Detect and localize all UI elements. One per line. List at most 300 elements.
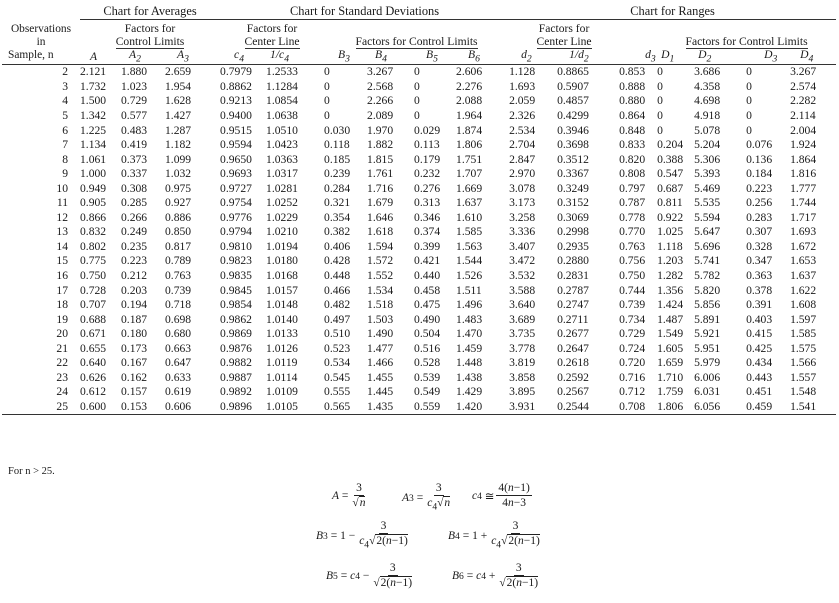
sample-size-cell: 12 [56, 210, 68, 224]
factor-cell: 1.420 [456, 400, 509, 415]
factor-cell: 0 [414, 94, 420, 108]
factor-cell: 4.358 [694, 79, 721, 93]
table-row [2, 254, 836, 269]
factor-cell: 3.778 [509, 341, 536, 355]
factor-cell: 1.287 [165, 123, 192, 137]
factor-cell: 0.647 [165, 356, 192, 370]
factor-cell: 5.469 [694, 181, 721, 195]
factor-cell: 1.0638 [266, 108, 298, 122]
factor-cell: 0.3946 [557, 123, 589, 137]
factor-cell: 0.739 [165, 283, 192, 297]
factor-cell: 1.653 [790, 254, 817, 268]
factor-cell: 0.9835 [220, 268, 252, 282]
factor-cell: 5.741 [694, 254, 721, 268]
factor-cell: 0.9882 [220, 356, 252, 370]
factor-cell: 1.511 [456, 283, 482, 297]
factor-cell: 1.0157 [266, 283, 298, 297]
col-1-over-c4: $1/c_4$ [266, 48, 324, 65]
factor-cell: 5.782 [694, 268, 721, 282]
sample-size-cell: 11 [56, 196, 68, 210]
factor-cell: 1.0854 [266, 94, 298, 108]
factor-cell: 1.717 [790, 210, 817, 224]
factor-cell: 0.680 [165, 327, 192, 341]
sample-size-cell: 15 [56, 254, 68, 268]
factor-cell: 0.2935 [557, 239, 589, 253]
factor-cell: 0.808 [619, 167, 646, 181]
factor-cell: 1.487 [657, 312, 684, 326]
factor-cell: 5.393 [694, 167, 721, 181]
factor-cell: 0.347 [746, 254, 773, 268]
factor-cell: 0.223 [121, 254, 148, 268]
factor-cell: 0.9213 [220, 94, 252, 108]
factor-cell: 0.076 [746, 138, 773, 152]
factor-cell: 1.025 [657, 225, 684, 239]
factor-cell: 1.628 [165, 94, 192, 108]
std-center-line-header: Factors for Center Line [244, 22, 300, 48]
table-row [2, 153, 836, 168]
formula-B3: B 3 = 1 − $\frac{3}{c_4√2(n-1)}$ [316, 520, 408, 551]
factor-cell: 0.185 [324, 152, 351, 166]
factor-cell: 2.089 [367, 108, 394, 122]
factor-cell: 2.004 [790, 123, 817, 137]
factor-cell: 0.3512 [557, 152, 589, 166]
factor-cell: 0.180 [121, 327, 148, 341]
factor-cell: 1.496 [456, 298, 483, 312]
sample-size-cell: 14 [56, 239, 68, 253]
factor-cell: 3.258 [509, 210, 536, 224]
table-row [2, 94, 836, 109]
factor-cell: 0.2711 [557, 312, 589, 326]
factor-cell: 0.744 [619, 283, 646, 297]
col-A2: $A_2$ [121, 48, 165, 65]
factor-cell: 0 [657, 79, 663, 93]
table-row [2, 65, 836, 80]
factor-cell: 6.006 [694, 370, 721, 384]
factor-cell: 0.728 [80, 283, 107, 297]
factor-cell: 0.4857 [557, 94, 589, 108]
factor-cell: 0.833 [619, 138, 646, 152]
factor-cell: 2.970 [509, 167, 536, 181]
factor-cell: 1.0363 [266, 152, 298, 166]
factor-cell: 0.328 [746, 239, 773, 253]
formula-A: A = $\frac{3}{√n}$ [332, 482, 366, 509]
factor-cell: 1.0180 [266, 254, 298, 268]
factor-cell: 0.606 [165, 400, 220, 415]
factor-cell: 1.526 [456, 268, 483, 282]
factor-cell: 1.815 [367, 152, 394, 166]
factor-cell: 1.448 [456, 356, 483, 370]
factor-cell: 6.056 [694, 400, 746, 415]
factor-cell: 1.759 [657, 385, 684, 399]
factor-cell: 1.679 [367, 196, 394, 210]
factor-cell: 1.477 [367, 341, 394, 355]
factor-cell: 0.698 [165, 312, 192, 326]
factor-cell: 0.2831 [557, 268, 589, 282]
factor-cell: 0.173 [121, 341, 148, 355]
factor-cell: 0.235 [121, 239, 148, 253]
factor-cell: 1.2533 [266, 65, 298, 79]
factor-cell: 1.282 [657, 268, 684, 282]
factor-cell: 0.9876 [220, 341, 252, 355]
factor-cell: 1.541 [790, 400, 836, 415]
factor-cell: 0.212 [121, 268, 148, 282]
factor-cell: 0.162 [121, 370, 148, 384]
sample-size-cell: 9 [62, 167, 68, 181]
factor-cell: 3.931 [509, 400, 557, 415]
factor-cell: 0 [746, 79, 752, 93]
group-header-row [2, 4, 836, 20]
factor-cell: 1.438 [456, 370, 483, 384]
factor-cell: 0.354 [324, 210, 351, 224]
factor-cell: 0.778 [619, 210, 646, 224]
col-d2: $d_2$ [509, 48, 557, 65]
factor-cell: 1.342 [80, 108, 107, 122]
factor-cell: 1.605 [657, 341, 684, 355]
factor-cell: 0.565 [324, 400, 367, 415]
factors-table [2, 4, 836, 415]
factor-cell: 0.9887 [220, 370, 252, 384]
factor-cell: 0.475 [414, 298, 441, 312]
factor-cell: 0.523 [324, 341, 351, 355]
factor-cell: 0.9862 [220, 312, 252, 326]
factor-cell: 1.669 [456, 181, 483, 195]
factor-cell: 0 [657, 94, 663, 108]
table-row [2, 371, 836, 386]
factor-cell: 0.9810 [220, 239, 252, 253]
factor-cell: 0.403 [746, 312, 773, 326]
factor-cell: 0.9400 [220, 108, 252, 122]
sample-size-cell: 16 [56, 268, 68, 282]
formula-B6: B 6 = c 4 + $\frac{3}{√2(n-1)}$ [452, 562, 539, 589]
factor-cell: 0.3698 [557, 138, 589, 152]
factor-cell: 1.552 [367, 268, 394, 282]
factor-cell: 0.9754 [220, 196, 252, 210]
factor-cell: 0.9650 [220, 152, 252, 166]
table-row [2, 284, 836, 299]
factor-cell: 3.588 [509, 283, 536, 297]
factor-cell: 0 [414, 108, 420, 122]
factor-cell: 0.382 [324, 225, 351, 239]
factor-cell: 1.000 [80, 167, 107, 181]
sample-size-cell: 22 [56, 356, 68, 370]
factor-cell: 0.9892 [220, 385, 252, 399]
factor-cell: 0.9869 [220, 327, 252, 341]
factor-cell: 1.518 [367, 298, 394, 312]
factor-cell: 0.734 [619, 312, 646, 326]
factor-cell: 0 [657, 108, 663, 122]
factor-cell: 1.0114 [266, 370, 298, 384]
table-row [2, 356, 836, 371]
factor-cell: 0.707 [80, 298, 107, 312]
factor-cell: 0.184 [746, 167, 773, 181]
factor-cell: 0.547 [657, 167, 684, 181]
table-row [2, 124, 836, 139]
factor-cell: 5.647 [694, 225, 721, 239]
factor-cell: 1.429 [456, 385, 483, 399]
table-row [2, 138, 836, 153]
col-D4: $D_4$ [790, 48, 836, 65]
factor-cell: 0.640 [80, 356, 107, 370]
factor-cell: 0.458 [414, 283, 441, 297]
factor-cell: 2.282 [790, 94, 817, 108]
factor-cell: 0.612 [80, 385, 107, 399]
table-row [2, 298, 836, 313]
factor-cell: 1.0133 [266, 327, 298, 341]
std-devs-group-header: Chart for Standard Deviations [220, 4, 509, 20]
factor-cell: 0.459 [746, 400, 790, 415]
factor-cell: 0.539 [414, 370, 441, 384]
factor-cell: 3.819 [509, 356, 536, 370]
factor-cell: 5.594 [694, 210, 721, 224]
factor-cell: 1.646 [367, 210, 394, 224]
factor-cell: 1.0252 [266, 196, 298, 210]
factor-cell: 1.732 [80, 79, 107, 93]
table-row [2, 313, 836, 328]
factor-cell: 0.880 [619, 94, 646, 108]
factor-cell: 0.373 [121, 152, 148, 166]
factor-cell: 1.500 [80, 94, 107, 108]
factor-cell: 0.194 [121, 298, 148, 312]
factor-cell: 2.088 [456, 94, 483, 108]
factor-cell: 0.663 [165, 341, 192, 355]
factor-cell: 0.490 [414, 312, 441, 326]
factor-cell: 0.378 [746, 283, 773, 297]
factor-cell: 0.3367 [557, 167, 589, 181]
factor-cell: 0.975 [165, 181, 192, 195]
factor-cell: 5.078 [694, 123, 721, 137]
factor-cell: 0.466 [324, 283, 351, 297]
formulas-block [300, 480, 600, 602]
factor-cell: 0.179 [414, 152, 441, 166]
factor-cell: 0.688 [80, 312, 107, 326]
factor-cell: 0.888 [619, 79, 646, 93]
factor-cell: 0.756 [619, 254, 646, 268]
factor-cell: 1.672 [790, 239, 817, 253]
factor-cell: 2.059 [509, 94, 536, 108]
col-A: A [80, 48, 121, 65]
factor-cell: 0.167 [121, 356, 148, 370]
factor-cell: 0.308 [121, 181, 148, 195]
factor-cell: 0.671 [80, 327, 107, 341]
factor-cell: 1.0229 [266, 210, 298, 224]
factor-cell: 0 [414, 79, 420, 93]
factor-cell: 0.2647 [557, 341, 589, 355]
factor-cell: 0.549 [414, 385, 441, 399]
factor-cell: 5.891 [694, 312, 721, 326]
factor-cell: 3.407 [509, 239, 536, 253]
factor-cell: 0.9823 [220, 254, 252, 268]
factor-cell: 0.8865 [557, 65, 589, 79]
factor-cell: 1.0119 [266, 356, 298, 370]
factor-cell: 0.223 [746, 181, 773, 195]
factor-cell: 1.0148 [266, 298, 298, 312]
sample-size-cell: 3 [62, 79, 68, 93]
factor-cell: 0.313 [414, 196, 441, 210]
factor-cell: 0.832 [80, 225, 107, 239]
factor-cell: 0.285 [121, 196, 148, 210]
factor-cell: 2.659 [165, 65, 192, 79]
symbol-header-row [2, 48, 836, 65]
factor-cell: 3.686 [694, 65, 721, 79]
factor-cell: 0.729 [619, 327, 646, 341]
factor-cell: 0.770 [619, 225, 646, 239]
factor-cell: 0.720 [619, 356, 646, 370]
factor-cell: 0.346 [414, 210, 441, 224]
sample-size-cell: 20 [56, 327, 68, 341]
factor-cell: 4.698 [694, 94, 721, 108]
sample-size-cell: 10 [56, 181, 68, 195]
factor-cell: 0.419 [121, 138, 148, 152]
factor-cell: 1.572 [367, 254, 394, 268]
table-row [2, 182, 836, 197]
factor-cell: 0.482 [324, 298, 351, 312]
col-1-over-d2: $1/d_2$ [557, 48, 619, 65]
factor-cell: 2.704 [509, 138, 536, 152]
factor-cell: 0.2677 [557, 327, 589, 341]
table-row [2, 211, 836, 226]
factor-cell: 0.483 [121, 123, 148, 137]
factor-cell: 5.535 [694, 196, 721, 210]
table-row [2, 225, 836, 240]
sample-size-cell: 18 [56, 298, 68, 312]
factor-cell: 0.763 [619, 239, 646, 253]
col-D1: $D_1$ [657, 48, 694, 65]
table-row [2, 327, 836, 342]
factor-cell: 1.445 [367, 385, 394, 399]
factor-cell: 5.921 [694, 327, 721, 341]
factor-cell: 0 [414, 65, 420, 79]
factor-cell: 1.751 [456, 152, 483, 166]
factor-cell: 0.157 [121, 385, 148, 399]
factor-cell: 1.182 [165, 138, 192, 152]
factor-cell: 1.0423 [266, 138, 298, 152]
factor-cell: 0.545 [324, 370, 351, 384]
table-row [2, 240, 836, 255]
factor-cell: 1.0510 [266, 123, 298, 137]
factor-cell: 0.739 [619, 298, 646, 312]
factor-cell: 0 [324, 79, 330, 93]
factor-cell: 0.817 [165, 239, 192, 253]
factor-cell: 0.750 [619, 268, 646, 282]
factor-cell: 0.284 [324, 181, 351, 195]
table-row [2, 385, 836, 400]
factor-cell: 1.544 [456, 254, 483, 268]
factor-cell: 0.864 [619, 108, 646, 122]
factor-cell: 1.597 [790, 312, 817, 326]
factor-cell: 0.559 [414, 400, 456, 415]
factor-cell: 1.716 [367, 181, 394, 195]
factor-cell: 1.128 [509, 65, 536, 79]
factor-cell: 1.023 [121, 79, 148, 93]
rng-control-limits-header: Factors for Control Limits [685, 35, 808, 48]
factor-cell: 3.858 [509, 370, 536, 384]
factor-cell: 1.435 [367, 400, 414, 415]
factor-cell: 0.415 [746, 327, 773, 341]
factor-cell: 0.030 [324, 123, 351, 137]
factor-cell: 0.434 [746, 356, 773, 370]
factor-cell: 1.356 [657, 283, 684, 297]
factor-cell: 0.619 [165, 385, 192, 399]
col-B5: $B_5$ [414, 48, 456, 65]
factor-cell: 3.267 [790, 65, 817, 79]
factor-cell: 0.528 [414, 356, 441, 370]
factor-cell: 0.797 [619, 181, 646, 195]
factor-cell: 0.687 [657, 181, 684, 195]
factor-cell: 1.0109 [266, 385, 298, 399]
factor-cell: 2.574 [790, 79, 817, 93]
factor-cell: 3.735 [509, 327, 536, 341]
factor-cell: 0.2787 [557, 283, 589, 297]
std-control-limits-header: Factors for Control Limits [355, 35, 478, 48]
factor-cell: 0.136 [746, 152, 773, 166]
factor-cell: 1.427 [165, 108, 192, 122]
factor-cell: 0.256 [746, 196, 773, 210]
factor-cell: 0.118 [324, 138, 350, 152]
factor-cell: 0.787 [619, 196, 646, 210]
col-D2: $D_2$ [694, 48, 746, 65]
factor-cell: 1.964 [456, 108, 483, 122]
factor-cell: 0.2592 [557, 370, 589, 384]
factor-cell: 0.307 [746, 225, 773, 239]
factor-cell: 1.563 [456, 239, 483, 253]
factor-cell: 0.750 [80, 268, 107, 282]
factor-cell: 2.326 [509, 108, 536, 122]
factor-cell: 0 [746, 94, 752, 108]
factor-cell: 3.895 [509, 385, 536, 399]
factor-cell: 0 [746, 108, 752, 122]
factor-cell: 0.363 [746, 268, 773, 282]
factor-cell: 2.121 [80, 65, 107, 79]
factor-cell: 0.3249 [557, 181, 589, 195]
factor-cell: 0.2618 [557, 356, 589, 370]
factor-cell: 0.399 [414, 239, 441, 253]
factor-cell: 1.118 [657, 239, 683, 253]
factor-cell: 0.232 [414, 167, 441, 181]
col-c4: $c_4$ [220, 48, 266, 65]
factor-cell: 0.249 [121, 225, 148, 239]
col-B4: $B_4$ [367, 48, 414, 65]
factor-cell: 0.534 [324, 356, 351, 370]
factor-cell: 0.391 [746, 298, 773, 312]
factor-cell: 0.2747 [557, 298, 589, 312]
factor-cell: 0.633 [165, 370, 192, 384]
factor-cell: 0.4299 [557, 108, 589, 122]
factor-cell: 0 [746, 65, 752, 79]
factor-cell: 0.927 [165, 196, 192, 210]
factor-cell: 0.708 [619, 400, 657, 415]
col-D3: $D_3$ [746, 48, 790, 65]
sample-size-cell: 19 [56, 312, 68, 326]
factor-cell: 1.594 [367, 239, 394, 253]
factor-cell: 0.9896 [220, 400, 266, 415]
factor-cell: 1.575 [790, 341, 817, 355]
factor-cell: 1.0317 [266, 167, 298, 181]
factor-cell: 5.979 [694, 356, 721, 370]
factor-cell: 0.510 [324, 327, 351, 341]
factor-cell: 0.203 [121, 283, 148, 297]
factor-cell: 5.951 [694, 341, 721, 355]
col-A3: $A_3$ [165, 48, 220, 65]
factor-cell: 1.0140 [266, 312, 298, 326]
factor-cell: 0.9594 [220, 138, 252, 152]
observations-header: Observations in Sample, n [2, 20, 80, 65]
factor-cell: 0.2998 [557, 225, 589, 239]
factor-cell: 4.918 [694, 108, 721, 122]
factor-cell: 0.9776 [220, 210, 252, 224]
factor-cell: 0.388 [657, 152, 684, 166]
factor-cell: 3.267 [367, 65, 394, 79]
factor-cell: 0.848 [619, 123, 646, 137]
